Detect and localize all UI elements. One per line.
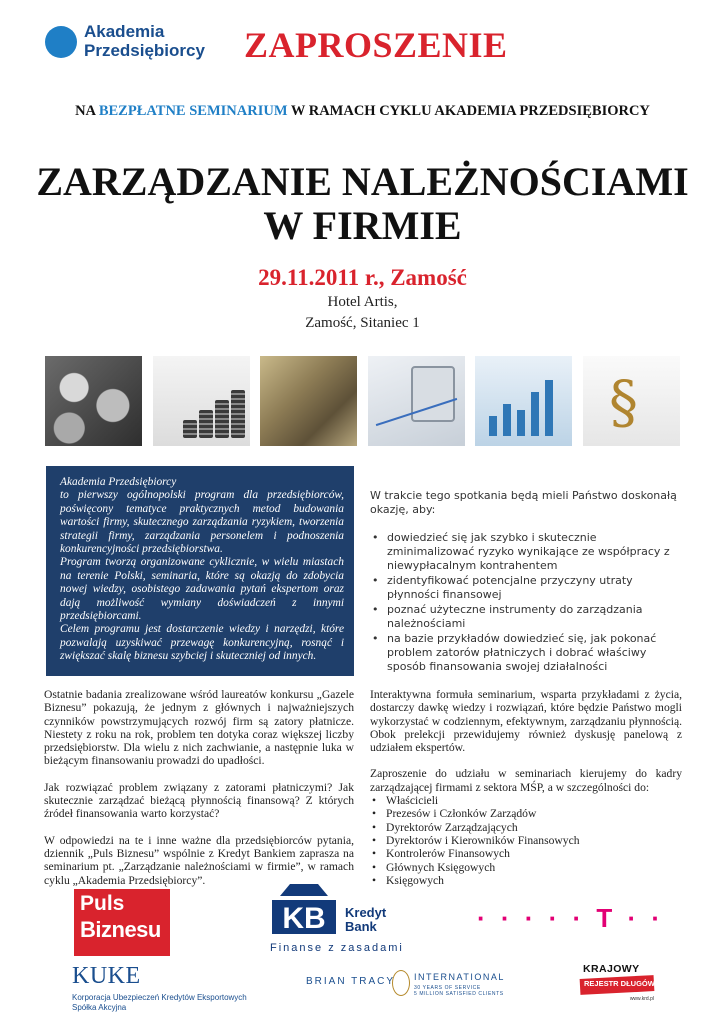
puls-logo-line-1: Puls (80, 892, 125, 915)
subline-highlight: BEZPŁATNE SEMINARIUM (98, 103, 288, 119)
event-date-place: 29.11.2011 r., Zamość (258, 265, 467, 290)
page-title: ZAPROSZENIE (244, 25, 508, 65)
brian-tracy-logo (306, 968, 516, 1002)
event-title (0, 160, 725, 248)
list-item: • zidentyfikować potencjalne przyczyny utraty płynności finansowej (370, 574, 682, 602)
krd-logo (578, 961, 658, 1007)
kb-mark-text: KB (282, 902, 326, 935)
list-item: • poznać użyteczne instrumenty do zarządzania należnościami (370, 603, 682, 631)
benefits-list (370, 531, 682, 674)
body-left-column (44, 688, 354, 900)
akademia-logo-icon (45, 26, 77, 58)
banknotes-photo (260, 356, 357, 446)
kb-line-1: Kredyt (345, 905, 387, 920)
kuke-sub-line-1: Korporacja Ubezpieczeń Kredytów Eksportowych (72, 993, 247, 1002)
list-item: • Dyrektorów i Kierowników Finansowych (370, 834, 682, 847)
list-item: • dowiedzieć się jak szybko i skutecznie zminimalizować ryzyko wynikające ze współpracy z niewypłacalnym kontrahentem (370, 531, 682, 573)
body-right-column (370, 688, 682, 887)
kredyt-bank-logo-text (345, 906, 386, 934)
krd-mid-text: REJESTR DŁUGÓW (584, 979, 655, 988)
body-right-para-2: Zaproszenie do udziału w seminariach kierujemy do kadry zarządzającej firmami z sektora MŚP, a w szczególności do: (370, 767, 682, 794)
bt-right-text: INTERNATIONAL (414, 972, 505, 982)
globe-icon (392, 970, 410, 996)
logo-line-2: Przedsiębiorcy (84, 41, 205, 60)
puls-logo-line-2: Biznesu (80, 917, 161, 942)
puls-biznesu-logo (74, 889, 170, 956)
event-title-line-1: ZARZĄDZANIE NALEŻNOŚCIAMI (36, 159, 689, 204)
list-item: • Właścicieli (370, 794, 682, 807)
event-title-line-2: W FIRMIE (263, 203, 462, 248)
venue-line-1: Hotel Artis, (327, 294, 398, 310)
event-venue (0, 292, 725, 334)
body-left-para-1: Ostatnie badania zrealizowane wśród laureatów konkursu „Gazele Biznesu” pokazują, że jednym z głównych i najważniejszych czynników powstrzymujących rozwój firm są zatory płatnicze. Niestety z roku na rok, problem ten dotyka coraz większej liczby przedsiębiorstw. Dla wielu z nich zachwianie, a następnie luka w bieżącym finansowaniu prowadzi do upadłości. (44, 688, 354, 768)
t-mobile-logo: · · · · · T · · (477, 903, 665, 933)
list-item: • Kontrolerów Finansowych (370, 847, 682, 860)
list-item: • Księgowych (370, 874, 682, 887)
kuke-sub-line-2: Spółka Akcyjna (72, 1003, 127, 1012)
subline-prefix: NA (75, 103, 99, 119)
list-item: • Dyrektorów Zarządzających (370, 821, 682, 834)
kuke-logo-subtitle (72, 993, 247, 1013)
benefits-section (370, 489, 682, 675)
benefits-intro: W trakcie tego spotkania będą mieli Państwo doskonałą okazję, aby: (370, 489, 677, 516)
bt-tagline-1: 30 YEARS OF SERVICE (414, 985, 481, 991)
program-heading: Akademia Przedsiębiorcy (60, 476, 177, 488)
body-right-para-1: Interaktywna formuła seminarium, wsparta przykładami z życia, dostarczy dawkę wiedzy i rozwiązań, które będzie Państwo mogli wykorzystać w codziennym, efektywnym, zarządzaniu płynnością. Obok prelekcji przewidujemy również dyskusję panelową z udziałem ekspertów. (370, 688, 682, 755)
logo-line-1: Akademia (84, 22, 165, 41)
krd-url: www.krd.pl (629, 996, 654, 1002)
coins-photo (45, 356, 142, 446)
law-paragraph-photo: § (583, 356, 680, 446)
kb-line-2: Bank (345, 919, 377, 934)
audience-list (370, 794, 682, 887)
program-para-3: Celem programu jest dostarczenie wiedzy i narzędzi, które pozwalają uzyskiwać przewagę konkurencyjną, rosnąć i zwiększać skalę biznesu szybciej i skuteczniej od innych. (60, 623, 344, 663)
list-item: • Głównych Księgowych (370, 861, 682, 874)
bt-left-text: BRIAN TRACY (306, 976, 396, 987)
program-para-1: to pierwszy ogólnopolski program dla przedsiębiorców, poświęcony tematyce praktycznych metod budowania wartości firmy, skutecznego zarządzania ryzykiem, tworzenia strategii firmy, zarządzania personelem i podnoszenia konkurencyjności przedsiębiorstwa. (60, 489, 344, 556)
coin-stacks-photo (153, 356, 250, 446)
program-info-box (46, 466, 354, 676)
kredyt-bank-tagline: Finanse z zasadami (270, 942, 404, 954)
list-item: • na bazie przykładów dowiedzieć się, jak pokonać problem zatorów płatniczych i dobrać właściwy sposób finansowania swojej działalności (370, 632, 682, 674)
venue-line-2: Zamość, Sitaniec 1 (305, 315, 420, 331)
body-left-para-2: Jak rozwiązać problem związany z zatorami płatniczymi? Jak skutecznie zarządzać bieżącą płynnością finansową? Z których źródeł finansowania warto korzystać? (44, 780, 354, 821)
body-left-para-3: W odpowiedzi na te i inne ważne dla przedsiębiorców pytania, dziennik „Puls Biznesu” wspólnie z Kredyt Bankiem zaprasza na seminarium pt. „Zarządzanie należnościami w firmie”, w ramach cyklu „Akademia Przedsiębiorcy”. (44, 833, 354, 887)
list-item: • Prezesów i Członków Zarządów (370, 807, 682, 820)
bt-tagline-2: 5 MILLION SATISFIED CLIENTS (414, 991, 504, 997)
bar-chart-photo (475, 356, 572, 446)
calculator-chart-photo (368, 356, 465, 446)
program-para-2: Program tworzą organizowane cyklicznie, w wielu miastach na terenie Polski, seminaria, które są okazją do zdobycia nowej wiedzy, osobistego zadawania pytań ekspertom oraz dają możliwość wymiany doświadczeń z innymi przedsiębiorcami. (60, 556, 344, 623)
photo-strip (45, 356, 680, 446)
akademia-logo (84, 22, 205, 60)
subline-suffix: W RAMACH CYKLU AKADEMIA PRZEDSIĘBIORCY (287, 103, 650, 119)
krd-top-text: KRAJOWY (583, 963, 640, 975)
kredyt-bank-logo-icon (268, 882, 340, 938)
seminar-subline (0, 103, 725, 120)
kuke-logo: KUKE (72, 963, 141, 989)
